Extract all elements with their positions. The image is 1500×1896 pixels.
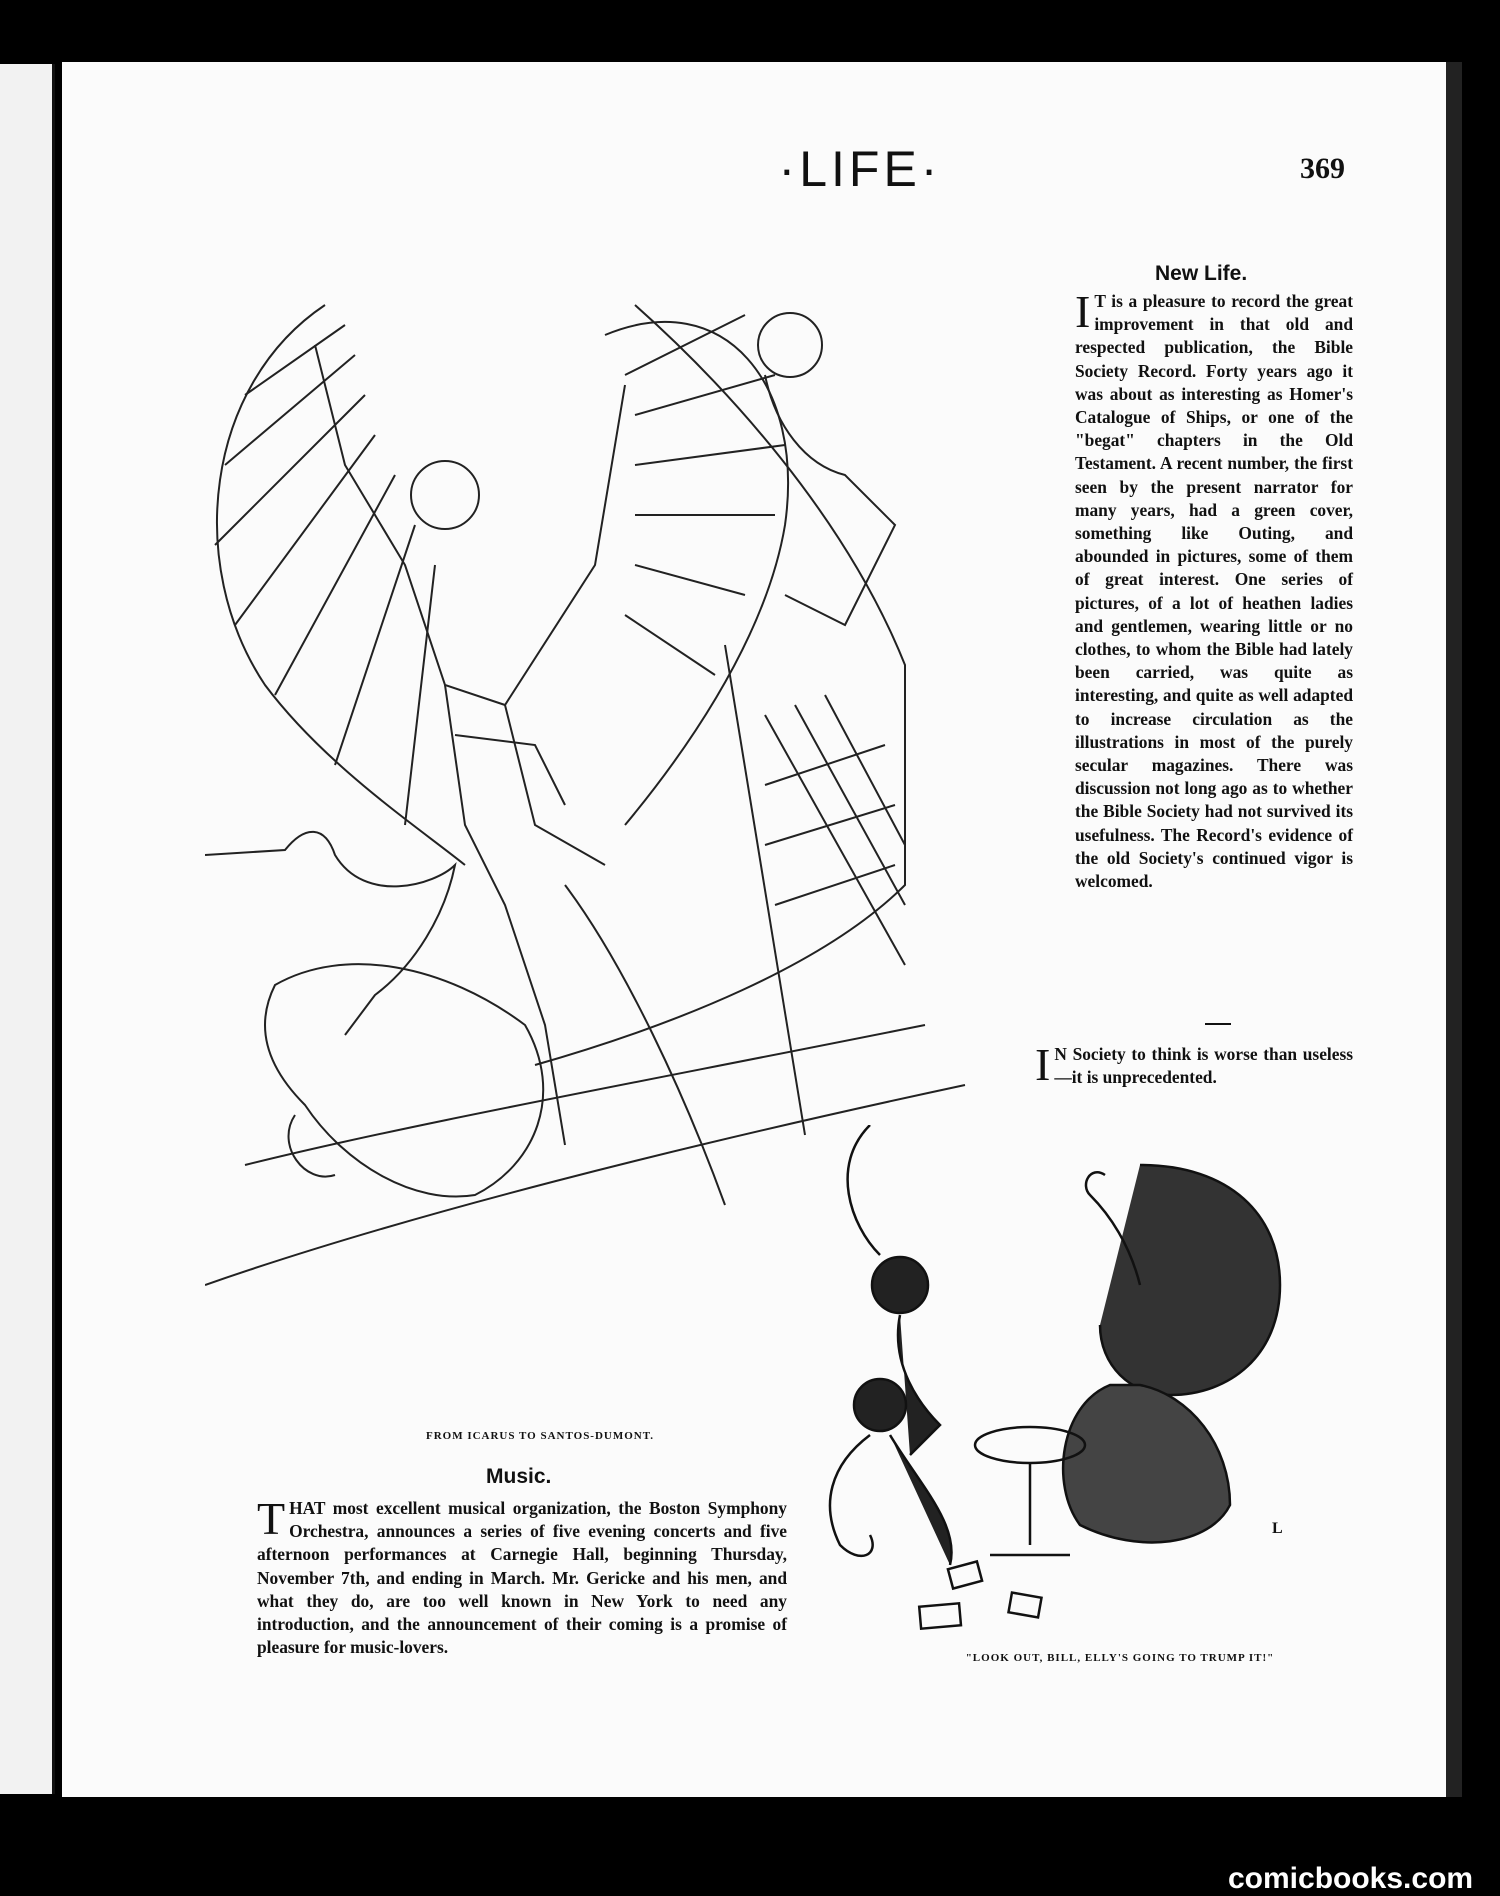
society-dropcap: I	[1035, 1039, 1051, 1090]
masthead-title: ·LIFE·	[778, 141, 942, 197]
artist-signature: L	[1272, 1520, 1283, 1537]
illustration-caption-icarus: FROM ICARUS TO SANTOS-DUMONT.	[425, 1430, 655, 1442]
new-life-article	[1075, 286, 1353, 893]
illustration-caption-card-game: "LOOK OUT, BILL, ELLY'S GOING TO TRUMP IT!"	[965, 1652, 1275, 1664]
watermark-text: comicbooks.com	[1228, 1862, 1474, 1895]
music-article	[257, 1493, 787, 1659]
music-heading: Music.	[486, 1465, 552, 1488]
society-note	[1035, 1039, 1353, 1090]
new-life-dropcap: I	[1075, 286, 1091, 337]
section-divider	[1205, 1023, 1231, 1025]
card-game-illustration	[810, 1125, 1310, 1645]
music-dropcap: T	[257, 1493, 286, 1544]
society-body: N Society to think is worse than useless—it is unprecedented.	[1054, 1044, 1353, 1088]
facing-page-edge	[0, 64, 55, 1794]
new-life-heading: New Life.	[1155, 262, 1248, 285]
music-body: HAT most excellent musical organization, the Boston Symphony Orchestra, announces a series of five evening concerts and five afternoon performances at Carnegie Hall, beginning Thursday, November 7th, and ending in March. Mr. Gericke and his men, and what they do, are too well known in New York to need any introduction, and the announcement of their coming is a promise of pleasure for music-lovers.	[257, 1498, 787, 1658]
page-spine-shadow	[1446, 62, 1462, 1797]
new-life-body: T is a pleasure to record the great improvement in that old and respected publication, the Bible Society Record. Forty years ago it was about as interesting as Homer's Catalogue of Ships, or one of the "begat" chapters in the Old Testament. A recent number, the first seen by the present narrator for many years, had a green cover, something like Outing, and abounded in pictures, some of them of great interest. One series of pictures, of a lot of heathen ladies and gentlemen, wearing little or no clothes, to whom the Bible had lately been carried, was quite as interesting, and quite as well adapted to increase circulation as the illustrations in most of the purely secular magazines. There was discussion not long ago as to whether the Bible Society had not survived its usefulness. The Record's evidence of the old Society's continued vigor is welcomed.	[1075, 291, 1353, 892]
page-number: 369	[1300, 152, 1345, 185]
